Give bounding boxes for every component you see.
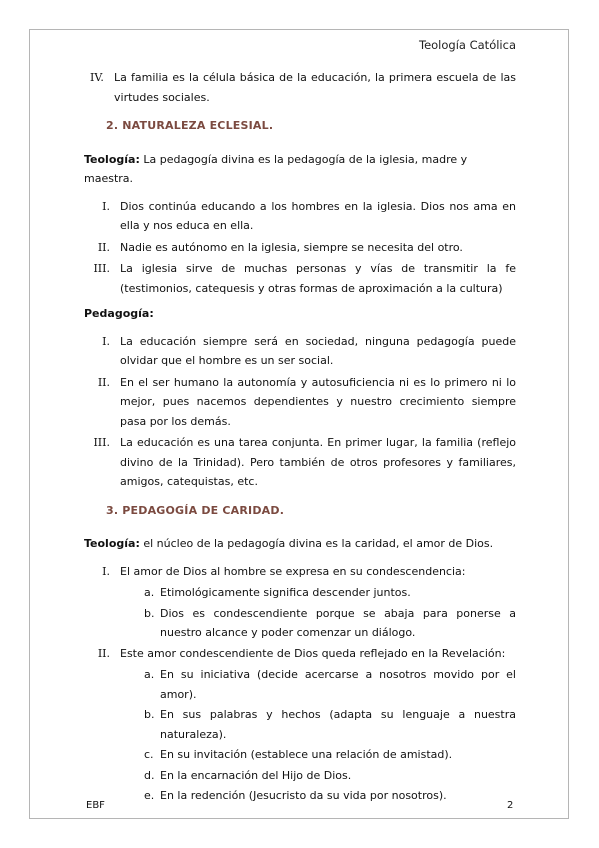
list-item bbox=[84, 433, 516, 492]
paragraph bbox=[84, 304, 516, 324]
sub-item-letter: b. bbox=[144, 708, 155, 721]
item-text: La educación siempre será en sociedad, ninguna pedagogía puede olvidar que el hombre es un ser social. bbox=[120, 334, 516, 367]
list-item bbox=[84, 238, 516, 258]
list-item bbox=[84, 197, 516, 236]
document-body bbox=[84, 68, 516, 807]
sub-item-letter: a. bbox=[144, 668, 155, 681]
page-header: Teología Católica bbox=[419, 38, 516, 52]
footer-author: EBF bbox=[86, 800, 105, 811]
paragraph-label: Pedagogía: bbox=[84, 307, 154, 320]
item-number: I. bbox=[102, 334, 110, 348]
sub-item bbox=[144, 583, 516, 603]
item-text: Este amor condescendiente de Dios queda reflejado en la Revelación: bbox=[120, 646, 506, 660]
section-heading: 2. NATURALEZA ECLESIAL. bbox=[106, 119, 274, 132]
sub-item bbox=[144, 786, 516, 806]
item-text: Dios continúa educando a los hombres en la iglesia. Dios nos ama en ella y nos educa en ella. bbox=[120, 199, 516, 232]
sub-item-text: En la redención (Jesucristo da su vida por nosotros). bbox=[160, 789, 447, 802]
item-text: El amor de Dios al hombre se expresa en su condescendencia: bbox=[120, 564, 466, 578]
sub-item-letter: e. bbox=[144, 789, 155, 802]
list-item bbox=[84, 373, 516, 432]
list-item bbox=[84, 68, 516, 107]
sub-item-text: Etimológicamente significa descender juntos. bbox=[160, 586, 411, 599]
sub-item bbox=[144, 604, 516, 643]
item-text: Nadie es autónomo en la iglesia, siempre se necesita del otro. bbox=[120, 240, 463, 254]
sub-item bbox=[144, 665, 516, 704]
paragraph-label: Teología: bbox=[84, 152, 140, 166]
item-text: La familia es la célula básica de la educación, la primera escuela de las virtudes sociales. bbox=[114, 71, 516, 104]
item-text: En el ser humano la autonomía y autosuficiencia ni es lo primero ni lo mejor, pues nacemos dependientes y nuestro crecimiento siempre pasa por los demás. bbox=[120, 375, 516, 428]
sub-item-text: Dios es condescendiente porque se abaja para ponerse a nuestro alcance y poder comenzar un diálogo. bbox=[160, 606, 516, 639]
list-item bbox=[84, 332, 516, 371]
sub-item-text: En su invitación (establece una relación de amistad). bbox=[160, 748, 453, 761]
paragraph-text: el núcleo de la pedagogía divina es la caridad, el amor de Dios. bbox=[139, 537, 494, 550]
sub-item-letter: d. bbox=[144, 768, 155, 782]
sub-item-letter: b. bbox=[144, 606, 155, 620]
paragraph bbox=[84, 150, 516, 189]
item-number: II. bbox=[97, 375, 110, 389]
item-number: I. bbox=[102, 199, 110, 213]
item-number: II. bbox=[97, 240, 110, 254]
sub-item-letter: a. bbox=[144, 586, 155, 599]
paragraph bbox=[84, 534, 516, 554]
item-text: La educación es una tarea conjunta. En primer lugar, la familia (reflejo divino de la Trinidad). Pero también de otros profesores y familiares, amigos, catequistas, etc. bbox=[120, 436, 516, 488]
section-heading: 3. PEDAGOGÍA DE CARIDAD. bbox=[106, 503, 285, 517]
sub-item bbox=[144, 705, 516, 744]
sub-item bbox=[144, 745, 516, 765]
page-number: 2 bbox=[507, 800, 514, 811]
item-text: La iglesia sirve de muchas personas y vías de transmitir la fe (testimonios, catequesis y otras formas de aproximación a la cultura) bbox=[120, 262, 516, 295]
item-number: II. bbox=[97, 646, 110, 660]
sub-item-text: En sus palabras y hechos (adapta su lenguaje a nuestra naturaleza). bbox=[160, 708, 516, 741]
list-item bbox=[84, 644, 516, 664]
list-item bbox=[84, 562, 516, 582]
item-number: I. bbox=[102, 564, 110, 578]
sub-item bbox=[144, 766, 516, 786]
paragraph-label: Teología: bbox=[84, 537, 140, 550]
sub-item-text: En la encarnación del Hijo de Dios. bbox=[160, 768, 352, 782]
item-number: III. bbox=[93, 436, 110, 449]
list-item bbox=[84, 259, 516, 298]
sub-item-text: En su iniciativa (decide acercarse a nosotros movido por el amor). bbox=[160, 668, 516, 701]
sub-item-letter: c. bbox=[144, 748, 154, 761]
item-number: IV. bbox=[90, 71, 104, 84]
paragraph-text: La pedagogía divina es la pedagogía de la iglesia, madre y maestra. bbox=[84, 152, 468, 185]
item-number: III. bbox=[93, 262, 110, 275]
